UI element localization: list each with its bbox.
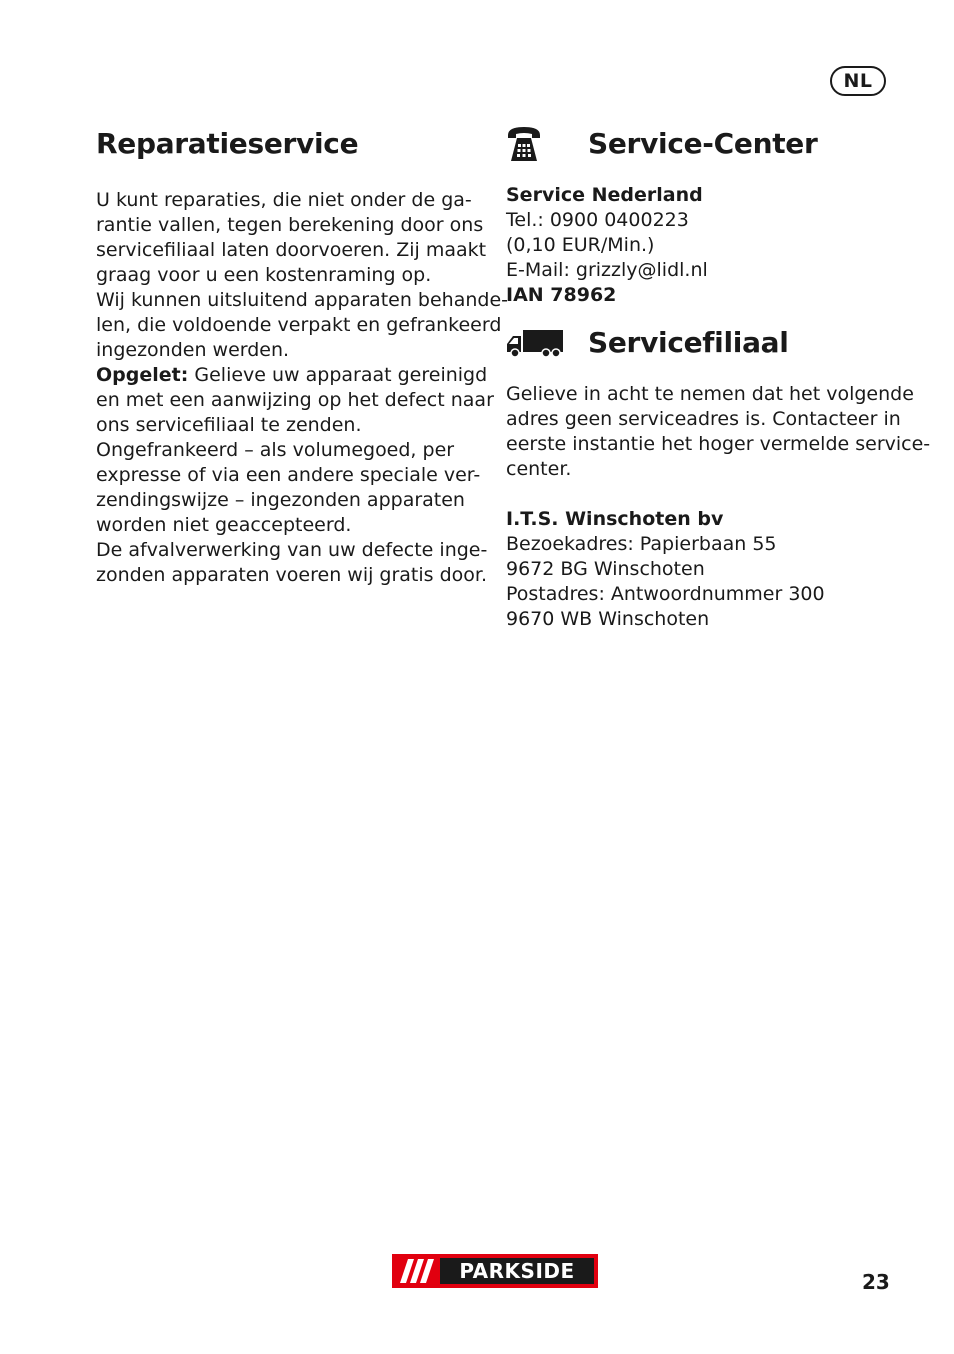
ian-number: IAN 78962 [506,284,617,306]
text-line: servicefiliaal laten doorvoeren. Zij maakt [96,239,487,261]
text-line: ons servicefiliaal te zenden. [96,414,362,436]
text-line: zendingswijze – ingezonden apparaten [96,489,465,511]
service-country [506,183,906,208]
service-center-heading [506,124,906,164]
repair-service-title: Reparatieservice [96,127,359,160]
address-line: Bezoekadres: Papierbaan 55 [506,533,777,555]
warning-text: Gelieve uw apparaat gereinigd [194,364,488,386]
text-line: expresse of via een andere speciale ver- [96,464,481,486]
page-number: 23 [862,1270,890,1294]
service-price: (0,10 EUR/Min.) [506,234,655,256]
repair-service-text [96,188,508,588]
parkside-logo [392,1254,598,1288]
text-line: Gelieve in acht te nemen dat het volgende [506,383,914,405]
text-line: Wij kunnen uitsluitend apparaten behande- [96,289,508,311]
servicefiliaal-address [506,507,906,632]
warning-label: Opgelet: [96,364,189,386]
text-line: eerste instantie het hoger vermelde service- [506,433,931,455]
address-line: 9670 WB Winschoten [506,608,710,630]
text-line: Ongefrankeerd – als volumegoed, per [96,439,455,461]
text-line: adres geen serviceadres is. Contacteer in [506,408,901,430]
text-line: graag voor u een kostenraming op. [96,264,432,286]
text-line: U kunt reparaties, die niet onder de ga- [96,189,472,211]
company-name-label: I.T.S. Winschoten bv [506,508,724,530]
service-email: E-Mail: grizzly@lidl.nl [506,259,708,281]
text-line: center. [506,458,572,480]
servicefiliaal-title: Servicefiliaal [588,326,789,359]
text-line: worden niet geaccepteerd. [96,514,352,536]
service-column [506,124,931,632]
truck-icon [506,328,588,358]
text-line: zonden apparaten voeren wij gratis door. [96,564,488,586]
text-line: en met een aanwijzing op het defect naar [96,389,494,411]
text-line: rantie vallen, tegen berekening door ons [96,214,484,236]
company-name [506,507,906,532]
telephone-icon [506,125,588,163]
logo-stripes-icon [392,1254,440,1288]
brand-name: PARKSIDE [440,1258,594,1284]
warning-line [96,363,486,388]
servicefiliaal-heading [506,323,906,363]
repair-service-section [96,124,508,588]
address-line: Postadres: Antwoordnummer 300 [506,583,825,605]
language-badge: NL [830,66,886,96]
servicefiliaal-intro [506,382,931,482]
text-line: De afvalverwerking van uw defecte inge- [96,539,488,561]
text-line: ingezonden werden. [96,339,290,361]
service-center-contact [506,183,906,308]
text-line: len, die voldoende verpakt en gefrankeerd [96,314,502,336]
service-country-label: Service Nederland [506,184,703,206]
service-ian [506,283,906,308]
service-phone: Tel.: 0900 0400223 [506,209,689,231]
address-line: 9672 BG Winschoten [506,558,705,580]
service-center-title: Service-Center [588,127,818,160]
